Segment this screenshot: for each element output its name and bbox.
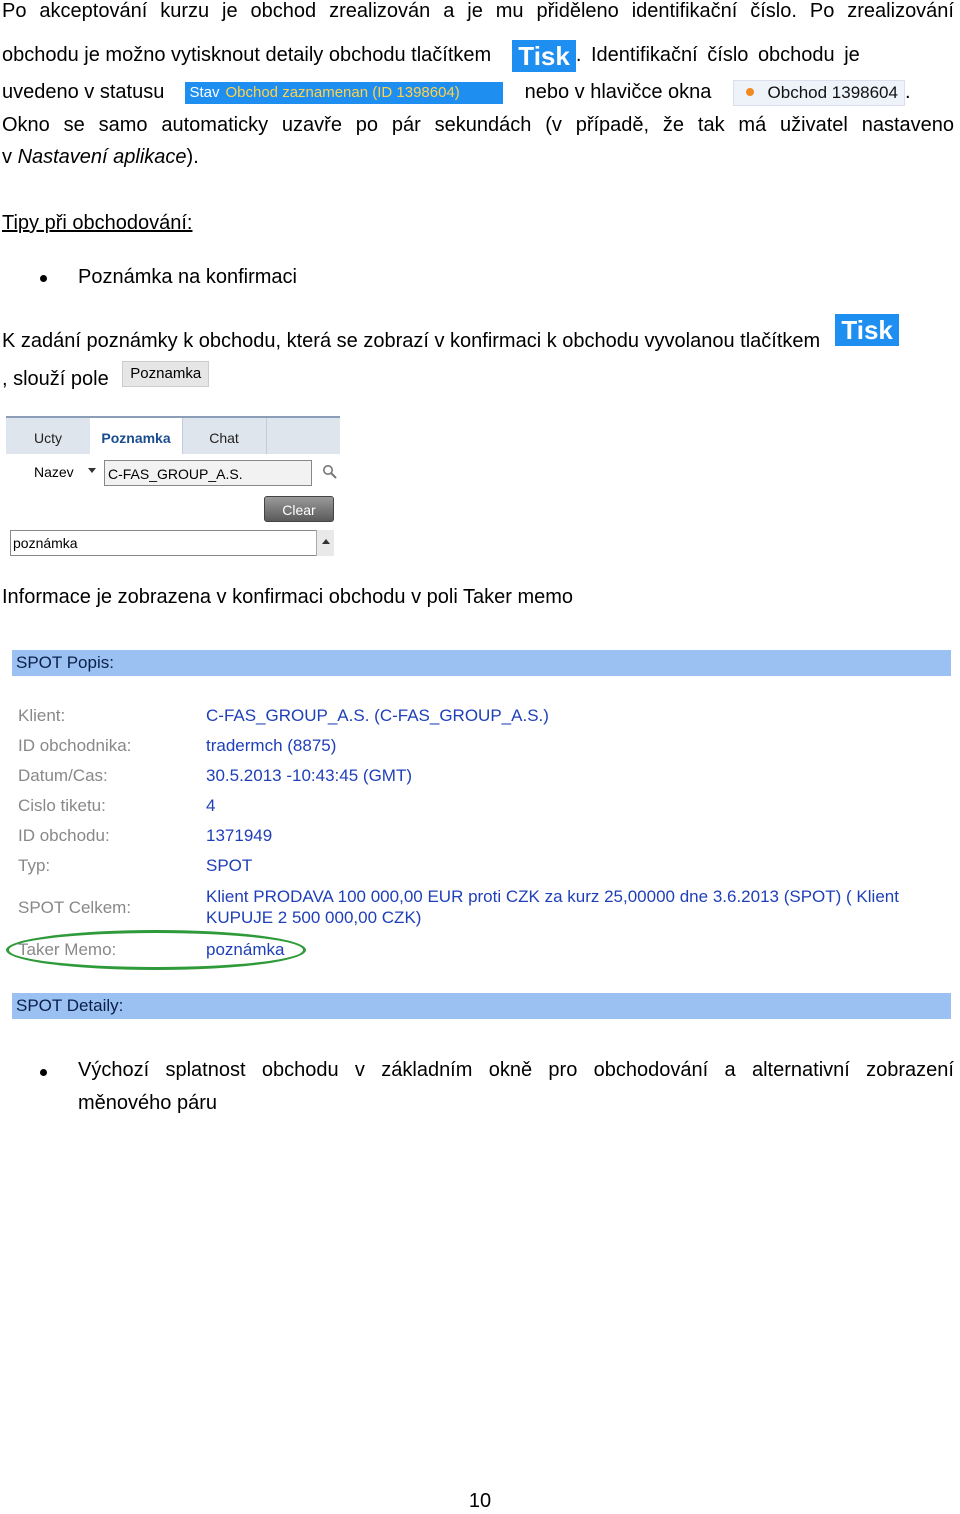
conf-value: 1371949: [206, 826, 273, 845]
intro-line-2: [2, 30, 860, 80]
poznamka-field-image: Poznamka: [122, 361, 209, 387]
conf-label: Typ:: [18, 856, 51, 875]
page-number: 10: [468, 1490, 492, 1512]
obchod-header-text: Obchod 1398604: [767, 82, 898, 102]
info-line: Informace je zobrazena v konfirmaci obchodu v poli Taker memo: [2, 586, 574, 608]
conf-value: 4: [206, 796, 216, 815]
celkem-line-2: KUPUJE 2 500 000,00 CZK): [206, 908, 422, 927]
conf-label: Datum/Cas:: [18, 766, 108, 785]
conf-value: poznámka: [206, 940, 285, 959]
highlight-ellipse: [6, 930, 306, 970]
intro-line-3-after: .: [904, 81, 911, 103]
tab-poznamka[interactable]: Poznamka: [90, 418, 183, 454]
tab-chat[interactable]: Chat: [182, 418, 267, 454]
intro-line-2-after: . Identifikační číslo obchodu je: [575, 44, 860, 66]
conf-label: Cislo tiketu:: [18, 796, 106, 815]
tisk-button-image-2: Tisk: [835, 314, 899, 346]
note-para-text: K zadání poznámky k obchodu, která se zobrazí v konfirmaci k obchodu vyvolanou tlačítkem: [2, 330, 821, 352]
conf-label: ID obchodnika:: [18, 736, 132, 755]
intro-line-5-after: ).: [186, 146, 199, 168]
conf-label: Taker Memo:: [18, 940, 117, 959]
intro-line-2-text: obchodu je možno vytisknout detaily obchodu tlačítkem: [2, 44, 492, 66]
intro-line-3: [2, 74, 911, 110]
intro-line-5-before: v: [2, 146, 18, 168]
conf-value: SPOT: [206, 856, 253, 875]
intro-line-3-text: uvedeno v statusu: [2, 81, 165, 103]
widget-tab-bar: [6, 416, 340, 454]
stav-label: Stav: [189, 83, 220, 101]
bullet-dot-2: [40, 1069, 47, 1076]
conf-value: 30.5.2013 -10:43:45 (GMT): [206, 766, 413, 785]
search-icon[interactable]: [322, 464, 338, 480]
tisk-button-image: Tisk: [512, 40, 576, 72]
intro-line-3-middle: nebo v hlavičce okna: [524, 81, 712, 103]
bullet-1-text: Poznámka na konfirmaci: [78, 266, 297, 288]
bullet-2-line-1: Výchozí splatnost obchodu v základním okně pro obchodování a alternativní zobrazení: [78, 1059, 954, 1081]
search-input[interactable]: C-FAS_GROUP_A.S.: [104, 460, 312, 486]
intro-line-1: Po akceptování kurzu je obchod zrealizován a je mu přiděleno identifikační číslo. Po zrealizování: [2, 0, 954, 22]
bullet-2-line-2: měnového páru: [78, 1092, 217, 1114]
conf-label: Klient:: [18, 706, 66, 725]
orange-dot-icon: [746, 88, 754, 96]
window-header-image: [733, 80, 905, 106]
chevron-down-icon[interactable]: [88, 468, 96, 473]
nazev-dropdown-label[interactable]: Nazev: [34, 464, 74, 480]
poznamka-widget: [6, 416, 340, 558]
note-para-second-text: , slouží pole: [2, 368, 109, 390]
celkem-line-1: Klient PRODAVA 100 000,00 EUR proti CZK za kurz 25,00000 dne 3.6.2013 (SPOT) ( Klient: [206, 887, 899, 906]
spot-popis-header: SPOT Popis:: [12, 650, 951, 676]
conf-label: SPOT Celkem:: [18, 898, 132, 917]
note-para-line-2: [2, 362, 209, 396]
bullet-dot-1: [40, 275, 47, 282]
conf-value: tradermch (8875): [206, 736, 337, 755]
conf-value: C-FAS_GROUP_A.S. (C-FAS_GROUP_A.S.): [206, 706, 549, 725]
intro-line-5: [2, 146, 199, 169]
tips-heading: Tipy při obchodování:: [2, 212, 193, 234]
intro-line-5-italic: Nastavení aplikace: [17, 146, 187, 168]
intro-line-4: Okno se samo automaticky uzavře po pár sekundách (v případě, že tak má uživatel nastaveno: [2, 114, 954, 136]
spot-detaily-header: SPOT Detaily:: [12, 993, 951, 1019]
note-input[interactable]: poznámka: [10, 530, 334, 556]
conf-label: ID obchodu:: [18, 826, 110, 845]
note-para-line-1: [2, 314, 899, 364]
scrollbar-up-arrow[interactable]: [316, 530, 334, 556]
tab-ucty[interactable]: Ucty: [6, 418, 91, 454]
status-bar-image: [185, 82, 503, 104]
clear-button[interactable]: Clear: [264, 496, 334, 522]
stav-value: Obchod zaznamenan (ID 1398604): [225, 83, 460, 101]
